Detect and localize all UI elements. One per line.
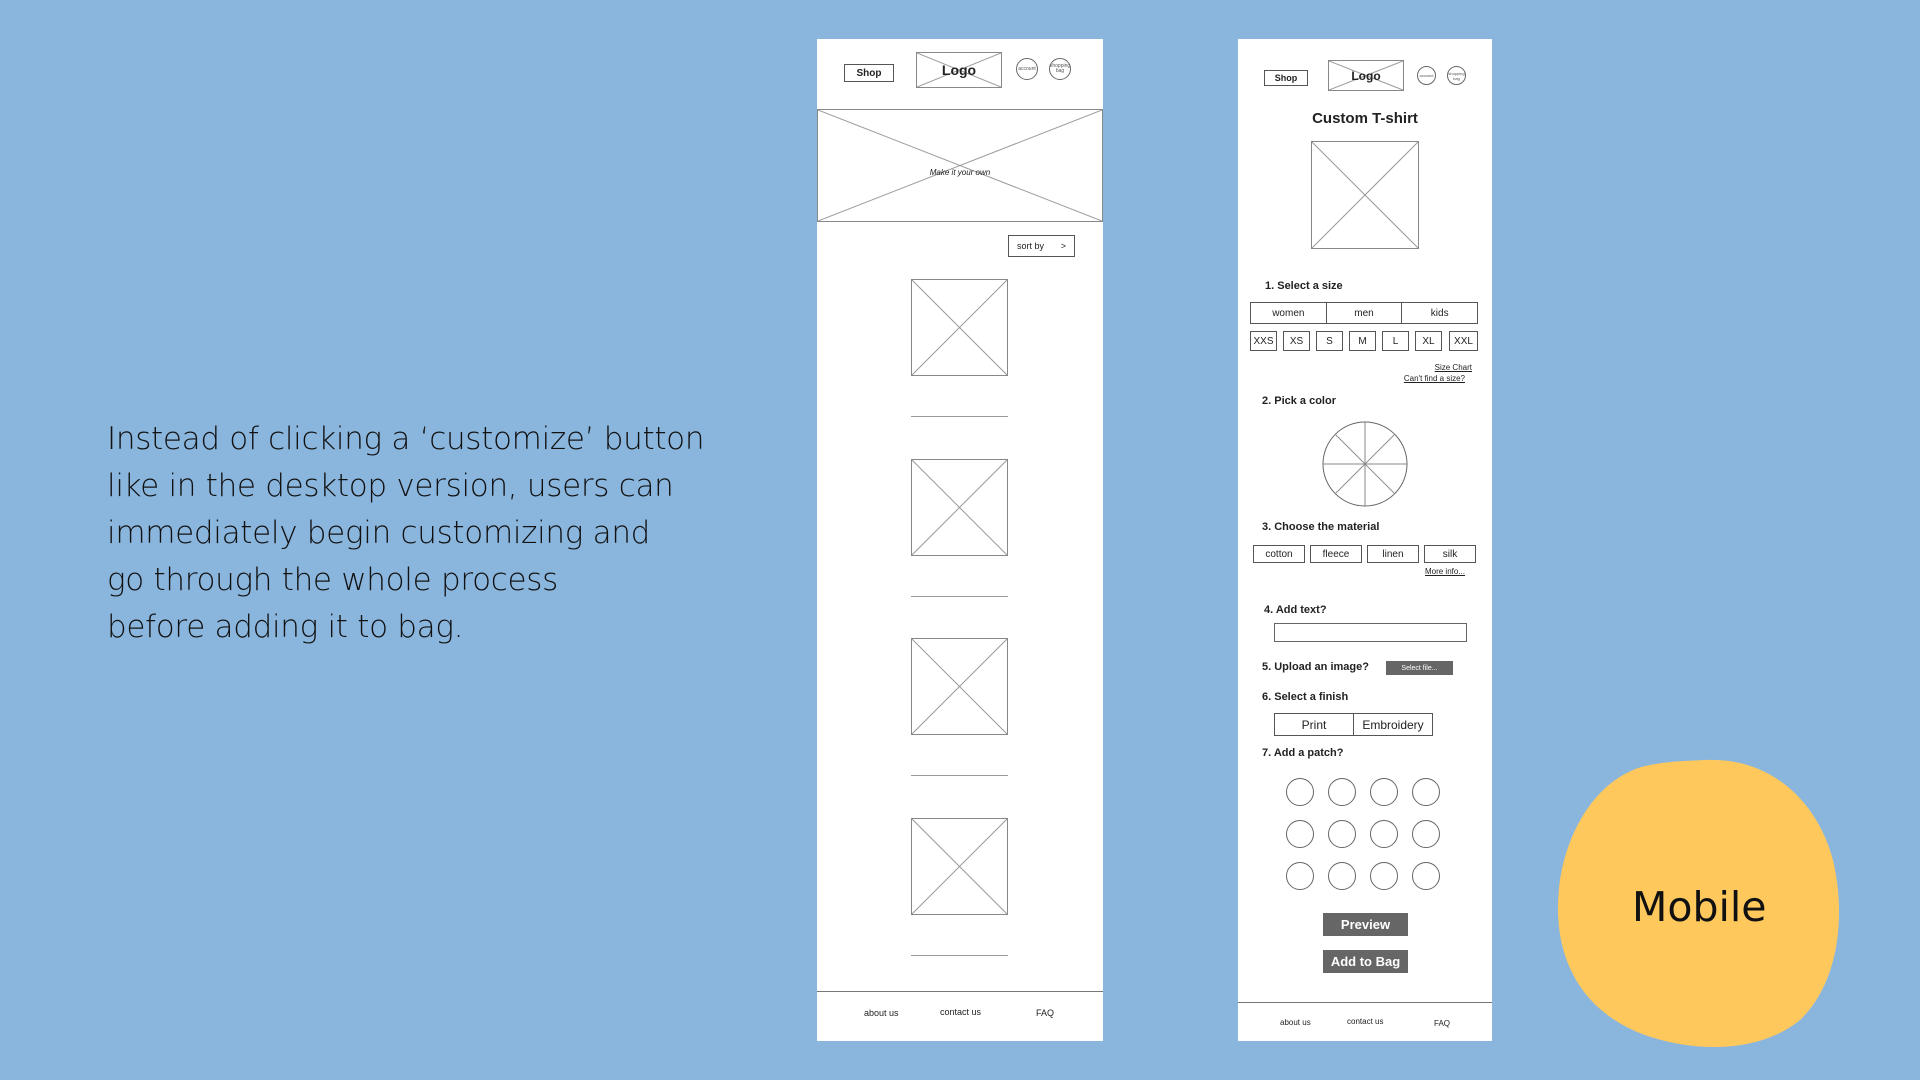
sort-by-dropdown[interactable] xyxy=(1008,235,1075,257)
account-icon-text: account xyxy=(1018,65,1036,72)
gender-option-kids[interactable]: kids xyxy=(1430,307,1449,319)
footer-contact-link[interactable]: contact us xyxy=(940,1007,982,1017)
patch-option[interactable] xyxy=(1412,862,1440,890)
logo-placeholder xyxy=(1328,60,1404,91)
patch-option[interactable] xyxy=(1370,778,1398,806)
shop-button[interactable]: Shop xyxy=(1264,70,1308,86)
material-option-cotton[interactable]: cotton xyxy=(1253,545,1305,563)
finish-option-embroidery[interactable]: Embroidery xyxy=(1362,717,1424,732)
patch-option[interactable] xyxy=(1286,820,1314,848)
description-line: go through the whole process xyxy=(107,562,558,598)
logo-text: Logo xyxy=(941,62,977,78)
page-title: Custom T-shirt xyxy=(1312,110,1418,127)
gender-option-men[interactable]: men xyxy=(1327,303,1403,323)
product-caption-line xyxy=(911,596,1008,597)
description-line: Instead of clicking a ‘customize’ button xyxy=(107,421,705,457)
color-wheel[interactable] xyxy=(1320,419,1410,509)
product-image[interactable] xyxy=(911,638,1008,735)
size-option-xxl[interactable]: XXL xyxy=(1449,331,1478,351)
patch-option[interactable] xyxy=(1286,778,1314,806)
product-image[interactable] xyxy=(911,818,1008,915)
more-info-link[interactable]: More info... xyxy=(1424,567,1465,576)
mobile-badge-label: Mobile xyxy=(1632,883,1767,931)
account-icon-text: account xyxy=(1419,73,1434,78)
preview-button[interactable]: Preview xyxy=(1323,913,1408,936)
step-patch-heading: 7. Add a patch? xyxy=(1262,747,1344,759)
patch-option[interactable] xyxy=(1328,820,1356,848)
material-option-linen[interactable]: linen xyxy=(1367,545,1419,563)
product-image[interactable] xyxy=(911,279,1008,376)
patch-option[interactable] xyxy=(1328,778,1356,806)
product-caption-line xyxy=(911,416,1008,417)
sort-arrow-icon: > xyxy=(1060,241,1066,251)
bag-icon-text: shopping bag xyxy=(1049,63,1071,74)
shopping-bag-icon[interactable] xyxy=(1049,58,1071,80)
material-option-fleece[interactable]: fleece xyxy=(1310,545,1362,563)
custom-tshirt-wireframe xyxy=(1238,39,1492,1041)
hero-text: Make it your own xyxy=(929,168,991,177)
step-image-heading: 5. Upload an image? xyxy=(1262,661,1369,673)
description-text xyxy=(107,416,727,651)
select-file-button[interactable]: Select file... xyxy=(1386,661,1453,675)
finish-option-print[interactable]: Print xyxy=(1275,714,1354,735)
custom-text-input[interactable] xyxy=(1274,623,1467,642)
gender-option-women[interactable]: women xyxy=(1251,303,1327,323)
patch-option[interactable] xyxy=(1286,862,1314,890)
patch-option[interactable] xyxy=(1412,778,1440,806)
hero-banner xyxy=(817,109,1103,222)
cant-find-size-link[interactable]: Can't find a size? xyxy=(1403,374,1465,383)
footer-about-link[interactable]: about us xyxy=(1280,1018,1311,1027)
size-chart-link[interactable]: Size Chart xyxy=(1434,363,1472,372)
description-line: immediately begin customizing and xyxy=(107,515,651,551)
patch-option[interactable] xyxy=(1412,820,1440,848)
footer-faq-link[interactable]: FAQ xyxy=(1036,1008,1055,1018)
listing-wireframe xyxy=(817,39,1103,1041)
footer-divider xyxy=(1238,1002,1492,1003)
shop-button[interactable]: Shop xyxy=(844,64,894,82)
step-material-heading: 3. Choose the material xyxy=(1262,521,1380,533)
size-option-l[interactable]: L xyxy=(1382,331,1409,351)
footer-divider xyxy=(817,991,1103,992)
footer-about-link[interactable]: about us xyxy=(864,1008,899,1018)
material-option-silk[interactable]: silk xyxy=(1424,545,1476,563)
step-text-heading: 4. Add text? xyxy=(1264,604,1327,616)
patch-option[interactable] xyxy=(1370,820,1398,848)
size-option-s[interactable]: S xyxy=(1316,331,1343,351)
step-finish-heading: 6. Select a finish xyxy=(1262,691,1349,703)
size-option-xxs[interactable]: XXS xyxy=(1250,331,1277,351)
account-icon[interactable] xyxy=(1016,58,1038,80)
step-color-heading: 2. Pick a color xyxy=(1262,395,1336,407)
step-size-heading: 1. Select a size xyxy=(1265,280,1343,292)
footer-faq-link[interactable]: FAQ xyxy=(1434,1019,1451,1028)
sort-label: sort by xyxy=(1017,241,1045,251)
shopping-bag-icon[interactable] xyxy=(1447,66,1466,85)
account-icon[interactable] xyxy=(1417,66,1436,85)
finish-selector[interactable] xyxy=(1274,713,1433,736)
logo-placeholder xyxy=(916,52,1002,88)
logo-text: Logo xyxy=(1351,69,1381,83)
size-option-xl[interactable]: XL xyxy=(1415,331,1442,351)
size-option-xs[interactable]: XS xyxy=(1283,331,1310,351)
size-option-m[interactable]: M xyxy=(1349,331,1376,351)
footer-contact-link[interactable]: contact us xyxy=(1347,1017,1384,1026)
gender-selector[interactable] xyxy=(1250,302,1478,324)
patch-option[interactable] xyxy=(1328,862,1356,890)
description-line: before adding it to bag. xyxy=(107,609,464,645)
product-caption-line xyxy=(911,775,1008,776)
product-image[interactable] xyxy=(911,459,1008,556)
add-to-bag-button[interactable]: Add to Bag xyxy=(1323,950,1408,973)
tshirt-preview-image xyxy=(1311,141,1419,249)
product-caption-line xyxy=(911,955,1008,956)
patch-option[interactable] xyxy=(1370,862,1398,890)
bag-icon-text: shopping bag xyxy=(1448,70,1465,81)
description-line: like in the desktop version, users can xyxy=(107,468,674,504)
